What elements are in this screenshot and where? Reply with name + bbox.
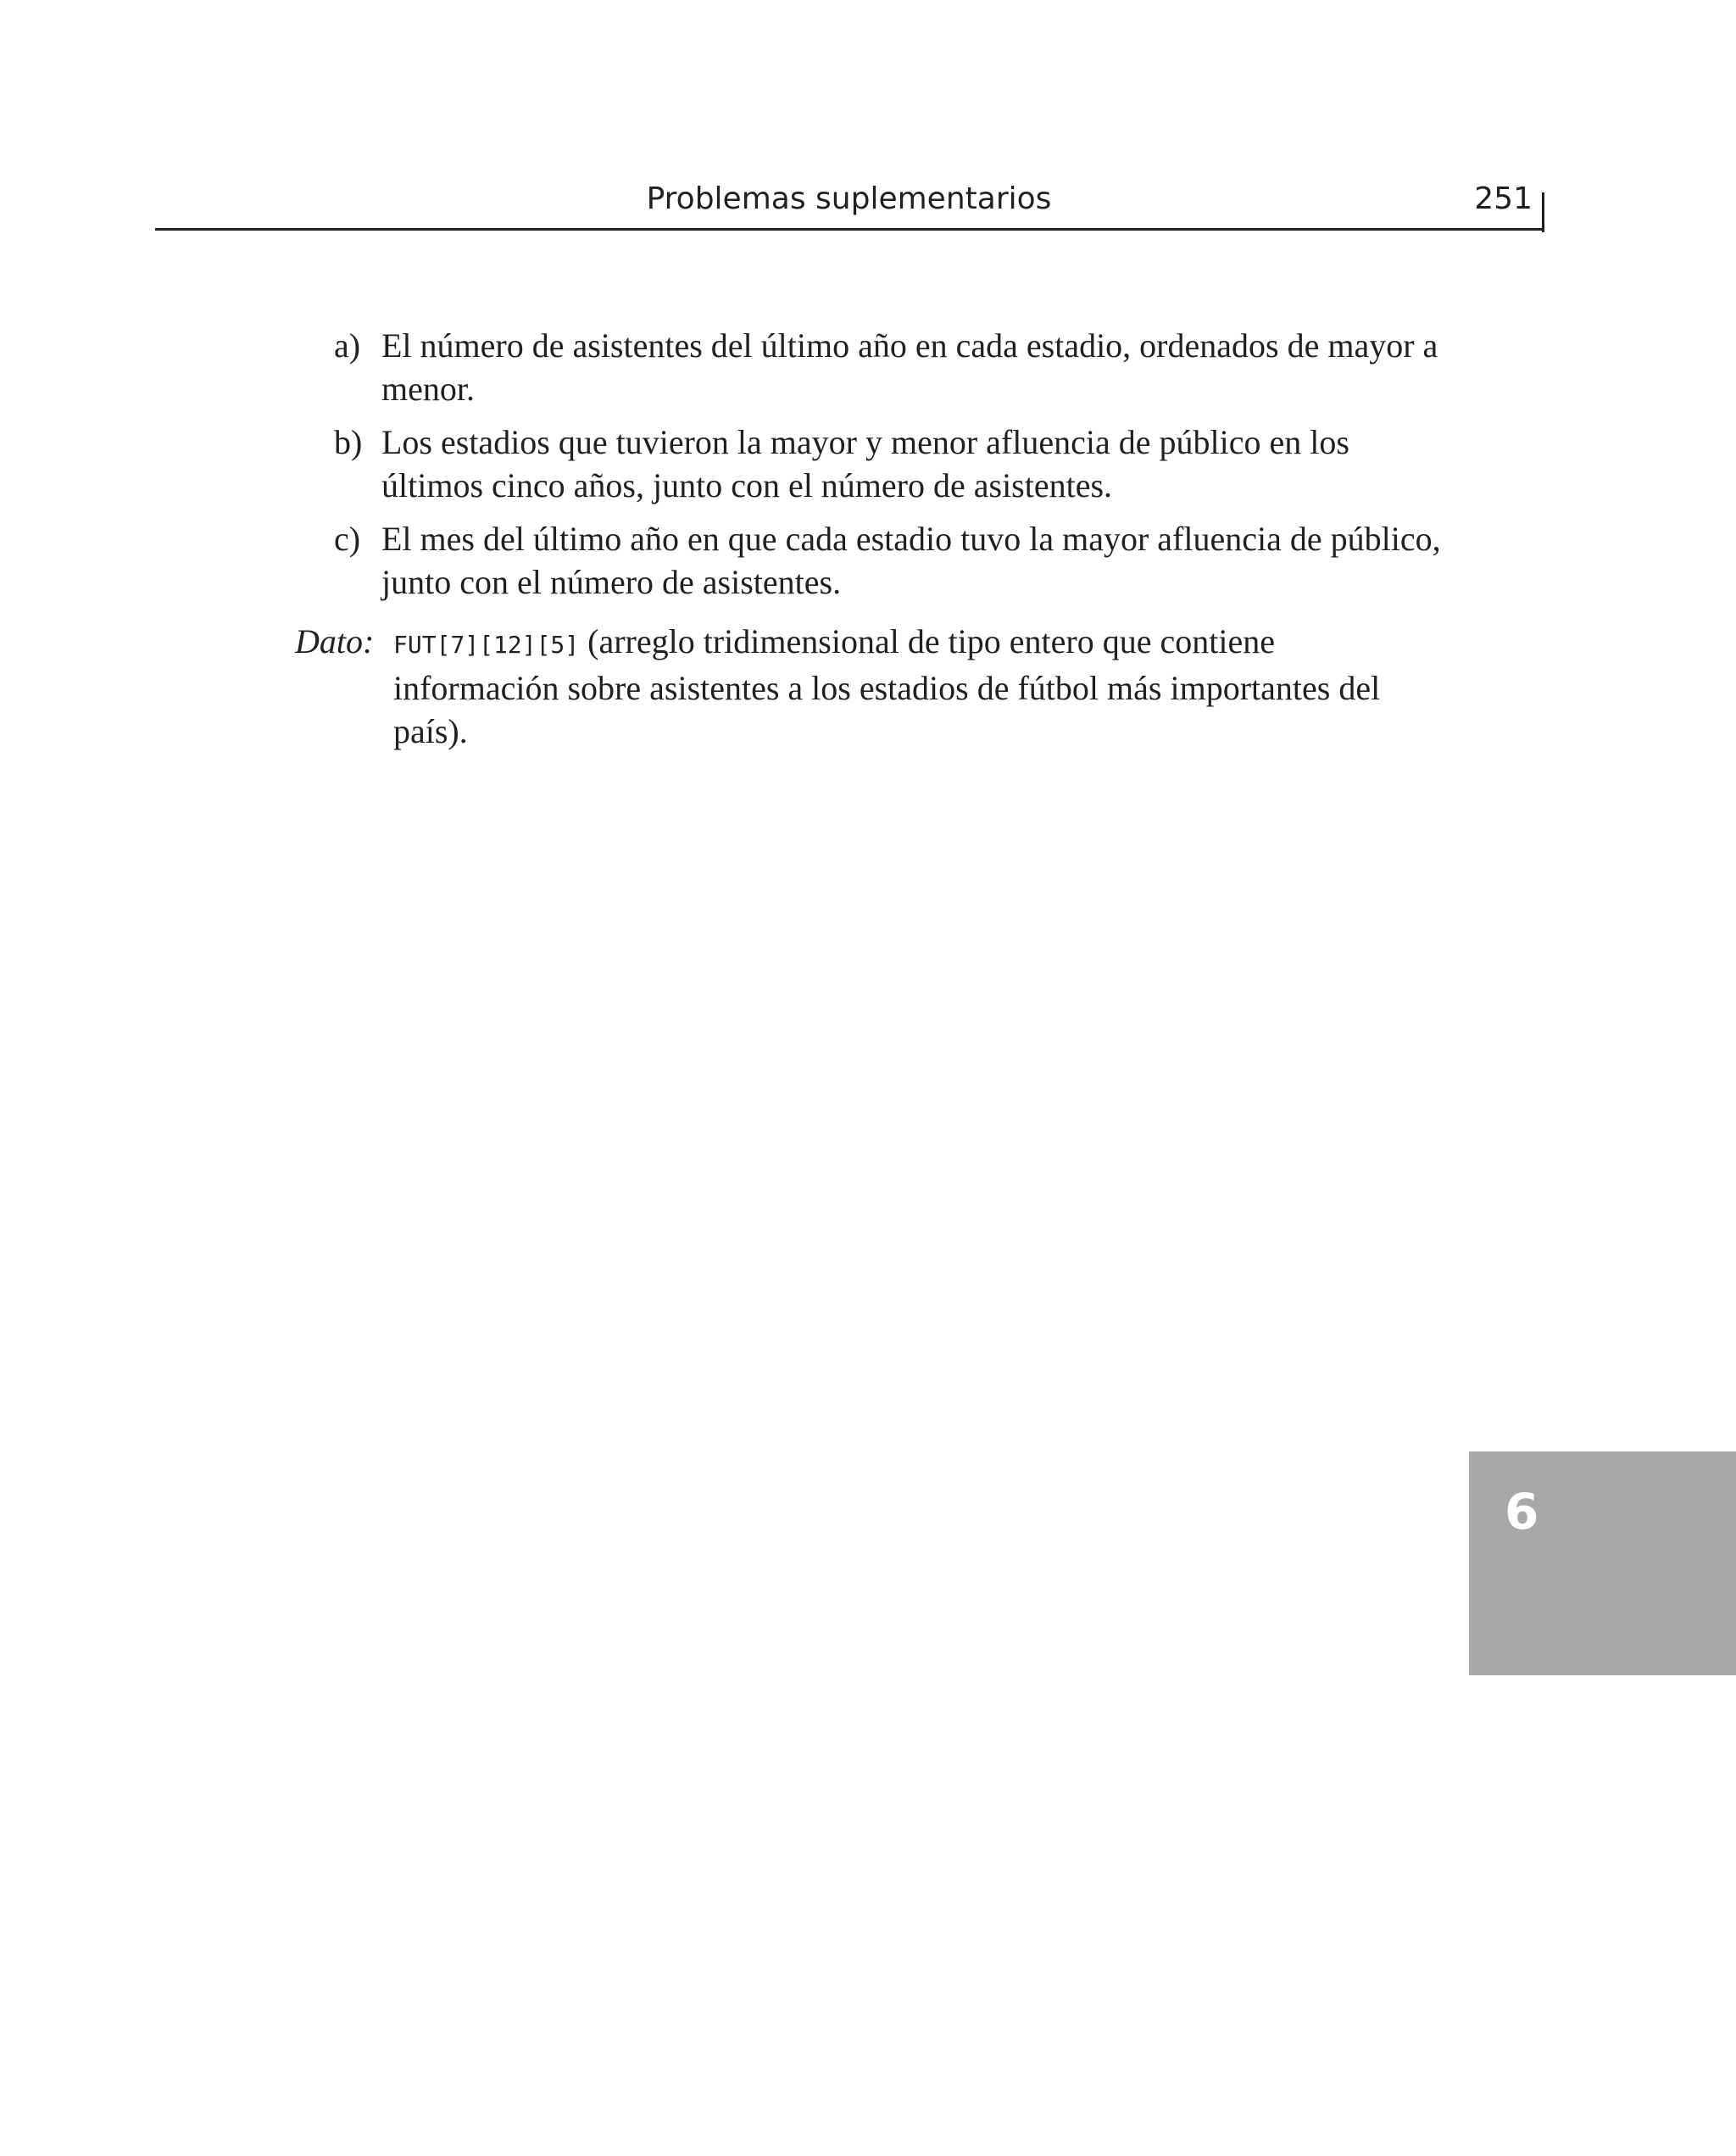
running-title: Problemas suplementarios [646,181,1052,216]
item-label: c) [334,520,361,558]
list-item-a [305,324,1449,410]
running-head [155,174,1543,231]
item-text: Los estadios que tuvieron la mayor y menor afluencia de público en los últimos cinco años, junto con el número de asistentes. [381,423,1349,504]
page-number: 251 [1474,181,1533,216]
chapter-number: 6 [1505,1483,1539,1540]
array-code: FUT[7][12][5] [393,631,580,659]
item-text: El número de asistentes del último año en cada estadio, ordenados de mayor a menor. [381,326,1438,408]
problem-body [295,324,1449,753]
item-label: a) [334,326,361,365]
dato-label: Dato: [295,622,375,660]
dato-note [295,620,1448,753]
chapter-tab [1469,1451,1736,1675]
item-text: El mes del último año en que cada estadio tuvo la mayor afluencia de público, junto con el número de asistentes. [381,520,1441,601]
list-item-c [305,517,1449,604]
dato-text: (arreglo tridimensional de tipo entero que contiene información sobre asistentes a los estadios de fútbol más importantes del país). [393,622,1381,750]
header-tick-mark [1542,192,1544,232]
list-item-b [305,421,1449,507]
item-label: b) [334,423,363,461]
